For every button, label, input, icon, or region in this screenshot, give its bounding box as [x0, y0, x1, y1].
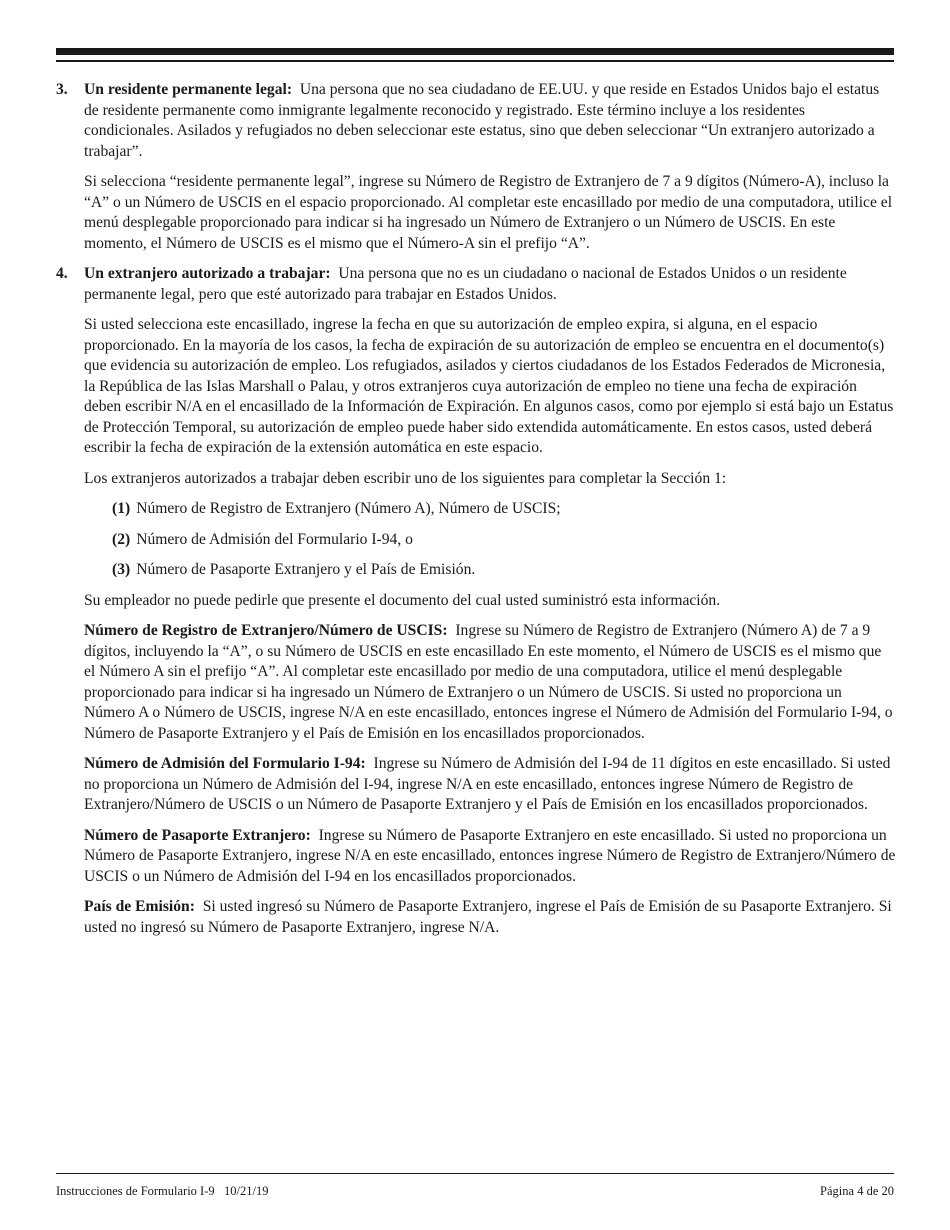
option-number: (3) — [112, 561, 131, 578]
option-item-2 — [56, 530, 896, 551]
footer-rule — [56, 1173, 894, 1174]
field-text: Ingrese su Número de Registro de Extranjero (Número A) de 7 a 9 dígitos, incluyendo la “A”, o su Número de USCIS en este encasillado En este momento, el Número de USCIS es el mismo que el Número A sin el prefijo “A”. Al completar este encasillado por medio de una computadora, utilice el menú desplegable proporcionado para indicar si ha ingresado un Número de Extranjero o un Número de USCIS. Si usted no proporciona un Número A o Número de USCIS, ingrese N/A en este encasillado, entonces ingrese el Número de Admisión del Formulario I-94, o Número de Pasaporte Extranjero y el País de Emisión en los encasillados proporcionados. — [84, 622, 893, 742]
item-heading: Un residente permanente legal: — [84, 81, 293, 98]
field-alien-registration-number — [56, 621, 896, 744]
footer-page-number: Página 4 de 20 — [820, 1184, 894, 1198]
item-heading: Un extranjero autorizado a trabajar: — [84, 265, 331, 282]
item-alien-authorized-to-work — [56, 264, 896, 489]
employer-note: Su empleador no puede pedirle que presente el documento del cual usted suministró esta información. — [84, 591, 721, 609]
item-text: Una persona que no sea ciudadano de EE.UU. y que reside en Estados Unidos bajo el estatus de residente permanente como inmigrante legalmente reconocido y registrado. Este término incluye a los residentes condicionales. Asilados y refugiados no deben seleccionar este estatus, sino que deben seleccionar “Un extranjero autorizado a trabajar”. — [84, 81, 880, 160]
item-text: Una persona que no es un ciudadano o nacional de Estados Unidos o un residente permanente legal, pero que esté autorizado para trabajar en Estados Unidos. — [84, 265, 847, 303]
field-text: Si usted ingresó su Número de Pasaporte Extranjero, ingrese el País de Emisión de su Pasaporte Extranjero. Si usted no ingresó su Número de Pasaporte Extranjero, ingrese N/A. — [84, 898, 892, 936]
option-text: Número de Admisión del Formulario I-94, o — [136, 530, 413, 548]
item-paragraph-2: Si usted selecciona este encasillado, ingrese la fecha en que su autorización de empleo expira, si alguna, en el espacio proporcionado. En la mayoría de los casos, la fecha de expiración de su autorización de empleo se encuentra en el documento(s) que evidencia su autorización de empleo. Los refugiados, asilados y ciertos ciudadanos de los Estados Federados de Micronesia, la República de las Islas Marshall o Palau, y otros extranjeros cuya autorización de empleo no tiene una fecha de expiración deben escribir N/A en el encasillado de la Información de Expiración. En algunos casos, como por ejemplo si está bajo un Estatus de Protección Temporal, su autorización de empleo puede haber sido extendida automáticamente. En estos casos, usted deberá escribir la fecha de expiración de la extensión automática en este espacio. — [84, 316, 894, 456]
option-number: (2) — [112, 530, 131, 548]
field-heading: País de Emisión: — [84, 898, 195, 915]
option-text: Número de Registro de Extranjero (Número A), Número de USCIS; — [136, 500, 561, 517]
option-text: Número de Pasaporte Extranjero y el País de Emisión. — [136, 561, 476, 578]
item-paragraph — [84, 80, 896, 162]
item-paragraph — [84, 264, 896, 305]
field-country-of-issuance — [56, 897, 896, 938]
field-heading: Número de Admisión del Formulario I-94: — [84, 755, 366, 772]
field-text: Ingrese su Número de Admisión del I-94 de 11 dígitos en este encasillado. Si usted no proporciona un Número de Admisión del I-94, ingrese N/A en este encasillado, entonces ingrese Número de Registro de Extranjero/Número de USCIS o un Número de Pasaporte Extranjero y el País de Emisión en los encasillados proporcionados. — [84, 755, 891, 813]
field-i94-admission-number — [56, 754, 896, 816]
document-body — [56, 80, 896, 948]
header-rule-thick — [56, 48, 894, 55]
option-number: (1) — [112, 500, 131, 517]
field-text: Ingrese su Número de Pasaporte Extranjero en este encasillado. Si usted no proporciona un Número de Pasaporte Extranjero, ingrese N/A en este encasillado, entonces ingrese Número de Registro de Extranjero/Número de USCIS o un Número de Admisión del I-94 en los encasillados proporcionados. — [84, 826, 896, 885]
field-foreign-passport-number — [56, 826, 896, 888]
header-rule-thin — [56, 60, 894, 62]
item-paragraph-2: Si selecciona “residente permanente legal”, ingrese su Número de Registro de Extranjero de 7 a 9 dígitos (Número-A), incluso la “A” o un Número de USCIS en el espacio proporcionado. Al completar este encasillado por medio de una computadora, utilice el menú desplegable proporcionado para indicar si ha ingresado un Número de Extranjero o un Número de USCIS. En este momento, el Número de USCIS es el mismo que el Número-A sin el prefijo “A”. — [84, 173, 893, 252]
field-heading: Número de Pasaporte Extranjero: — [84, 826, 311, 844]
option-item-1 — [56, 499, 896, 520]
item-lawful-permanent-resident — [56, 80, 896, 254]
item-number: 3. — [56, 81, 68, 98]
footer-form-info: Instrucciones de Formulario I-9 10/21/19 — [56, 1184, 269, 1198]
field-heading: Número de Registro de Extranjero/Número de USCIS: — [84, 622, 448, 639]
item-paragraph-3: Los extranjeros autorizados a trabajar deben escribir uno de los siguientes para completar la Sección 1: — [84, 469, 727, 487]
option-item-3 — [56, 560, 896, 581]
item-number: 4. — [56, 265, 68, 282]
